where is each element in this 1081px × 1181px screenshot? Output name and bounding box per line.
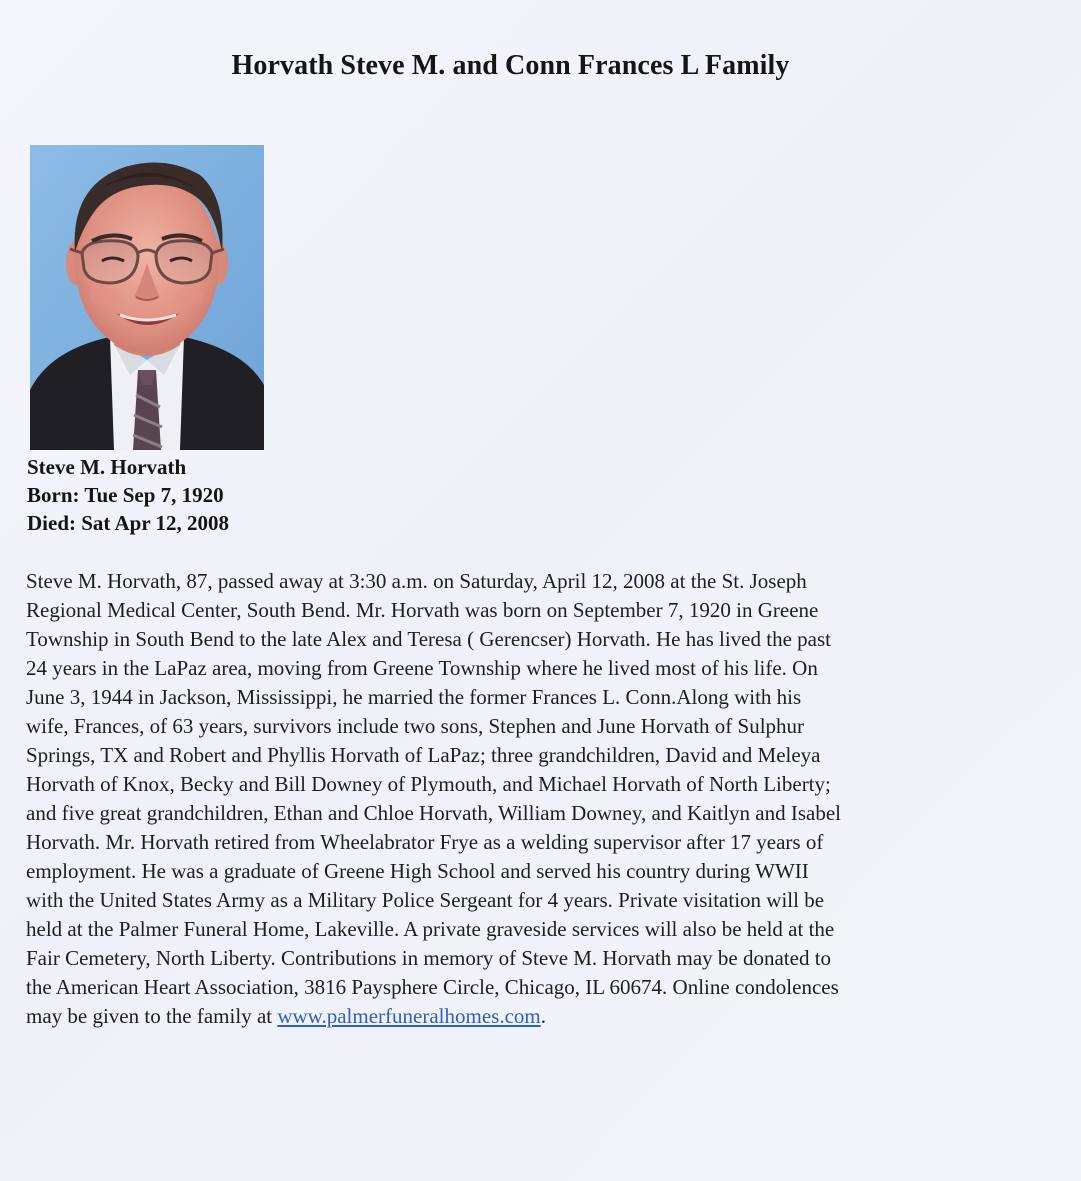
obituary-line: Regional Medical Center, South Bend. Mr. Horvath was born on September 7, 1920 in Greene <box>26 598 819 622</box>
last-line-prefix: may be given to the family at <box>26 1004 278 1028</box>
obituary-line: Fair Cemetery, North Liberty. Contributions in memory of Steve M. Horvath may be donated to <box>26 946 832 970</box>
obituary-text <box>26 567 1026 1031</box>
obituary-line: held at the Palmer Funeral Home, Lakeville. A private graveside services will also be held at the <box>26 917 835 941</box>
caption-died: Died: Sat Apr 12, 2008 <box>27 511 230 535</box>
obituary-line: Horvath of Knox, Becky and Bill Downey of Plymouth, and Michael Horvath of North Liberty; <box>26 772 831 796</box>
obituary-line: employment. He was a graduate of Greene High School and served his country during WWII <box>26 859 809 883</box>
portrait-image <box>30 145 264 450</box>
obituary-line: the American Heart Association, 3816 Paysphere Circle, Chicago, IL 60674. Online condolences <box>26 975 839 999</box>
obituary-line: wife, Frances, of 63 years, survivors include two sons, Stephen and June Horvath of Sulphur <box>26 714 805 738</box>
obituary-line: Horvath. Mr. Horvath retired from Wheelabrator Frye as a welding supervisor after 17 years of <box>26 830 824 854</box>
page-title: Horvath Steve M. and Conn Frances L Family <box>231 50 790 81</box>
obituary-line: Township in South Bend to the late Alex and Teresa ( Gerencser) Horvath. He has lived the past <box>26 627 831 651</box>
funeral-home-link[interactable]: www.palmerfuneralhomes.com <box>277 1004 541 1028</box>
obituary-line: Springs, TX and Robert and Phyllis Horvath of LaPaz; three grandchildren, David and Meleya <box>26 743 821 767</box>
obituary-line: 24 years in the LaPaz area, moving from Greene Township where he lived most of his life. On <box>26 656 818 680</box>
last-line-suffix: . <box>540 1004 546 1028</box>
caption-name: Steve M. Horvath <box>27 455 187 479</box>
obituary-line: and five great grandchildren, Ethan and Chloe Horvath, William Downey, and Kaitlyn and Isabel <box>26 801 841 825</box>
obituary-line: with the United States Army as a Military Police Sergeant for 4 years. Private visitation will be <box>26 888 825 912</box>
obituary-last-line <box>26 1002 1026 1031</box>
obituary-line: June 3, 1944 in Jackson, Mississippi, he married the former Frances L. Conn.Along with his <box>26 685 802 709</box>
caption-born: Born: Tue Sep 7, 1920 <box>27 483 224 507</box>
photo-caption <box>27 453 229 537</box>
portrait-photo <box>30 145 264 450</box>
obituary-line: Steve M. Horvath, 87, passed away at 3:30 a.m. on Saturday, April 12, 2008 at the St. Joseph <box>26 569 807 593</box>
